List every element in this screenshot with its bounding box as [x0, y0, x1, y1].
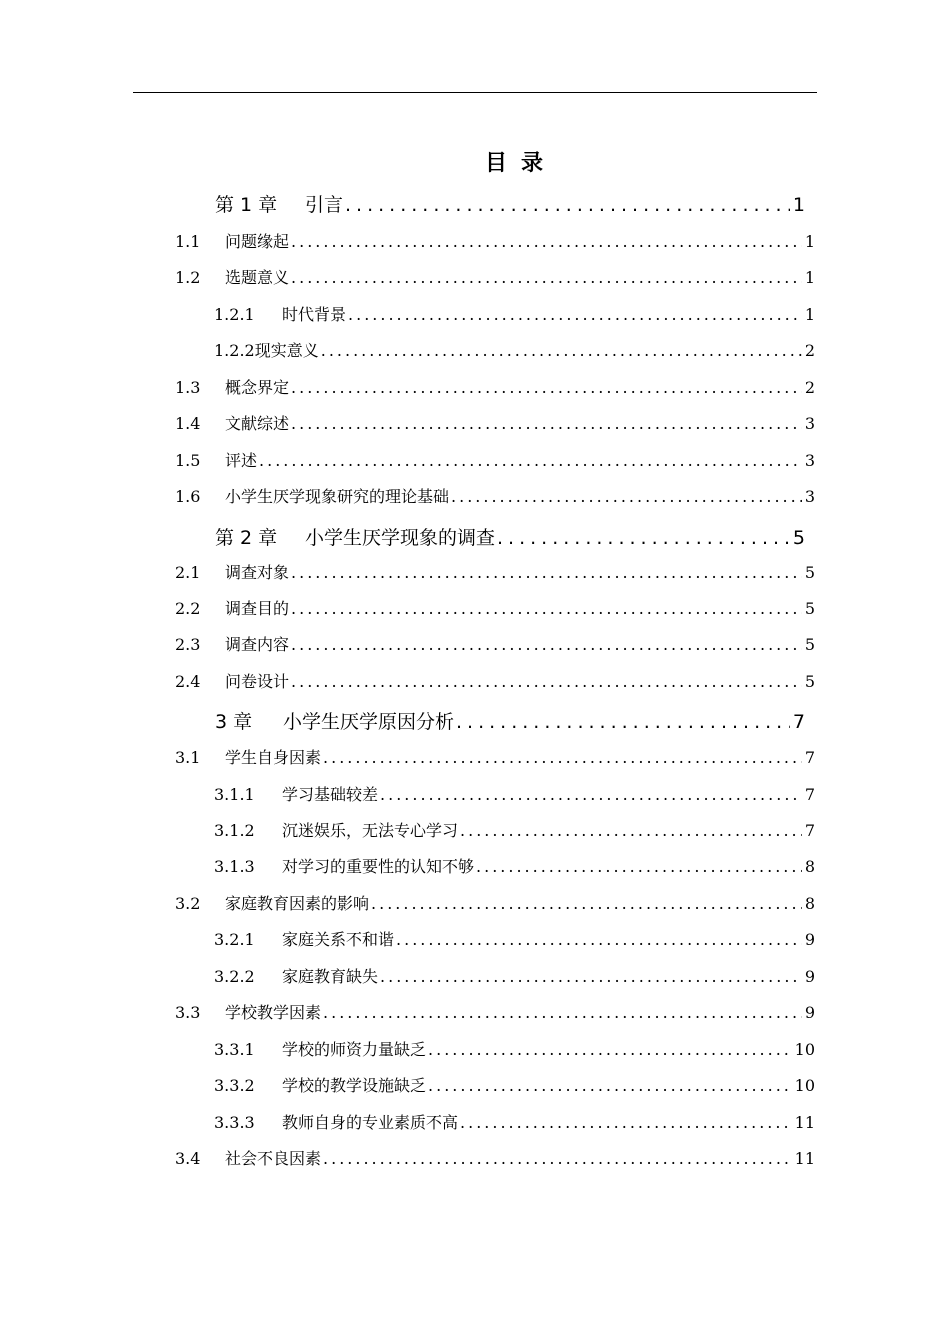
toc-entry-1-2[interactable] — [175, 265, 815, 288]
toc-entry-title: 概念界定 — [225, 378, 290, 397]
toc-entry-title: 调查对象 — [225, 563, 290, 582]
toc-leader-dots — [291, 268, 802, 287]
toc-entry-number: 1.3 — [175, 378, 201, 397]
toc-entry-number: 3.4 — [175, 1149, 201, 1168]
toc-entry-page: 7 — [792, 711, 805, 733]
toc-entry-title: 小学生厌学原因分析 — [283, 711, 455, 733]
toc-entry-number: 3.1.1 — [214, 785, 255, 804]
toc-entry-number: 第 2 章 — [215, 527, 278, 549]
toc-entry-page: 8 — [804, 857, 815, 876]
toc-leader-dots — [291, 563, 802, 582]
toc-entry-title: 问题缘起 — [225, 232, 290, 251]
toc-leader-dots — [428, 1076, 792, 1095]
toc-entry-number: 2.3 — [175, 635, 201, 654]
toc-entry-page: 9 — [804, 967, 815, 986]
toc-entry-3-1-3[interactable] — [214, 854, 815, 877]
toc-leader-dots — [497, 527, 790, 549]
toc-entry-title: 问卷设计 — [225, 672, 290, 691]
toc-entry-page: 1 — [804, 232, 815, 251]
toc-entry-number: 1.2.1 — [214, 305, 255, 324]
toc-entry-page: 2 — [804, 378, 815, 397]
toc-entry-number: 1.1 — [175, 232, 201, 251]
toc-entry-page: 1 — [804, 268, 815, 287]
toc-entry-3-2[interactable] — [175, 891, 815, 914]
toc-entry-title: 学校教学因素 — [225, 1003, 322, 1022]
toc-entry-page: 5 — [804, 672, 815, 691]
toc-entry-chapter-1[interactable] — [215, 190, 805, 217]
toc-entry-page: 5 — [804, 635, 815, 654]
toc-entry-title: 社会不良因素 — [225, 1149, 322, 1168]
toc-leader-dots — [259, 451, 802, 470]
toc-entry-title: 家庭关系不和谐 — [282, 930, 395, 949]
toc-entry-number: 1.4 — [175, 414, 201, 433]
toc-entry-number: 1.2.2 — [214, 341, 255, 360]
toc-entry-number: 3.1.3 — [214, 857, 255, 876]
toc-entry-page: 11 — [794, 1149, 815, 1168]
toc-leader-dots — [321, 341, 802, 360]
toc-entry-number: 第 1 章 — [215, 194, 278, 216]
toc-entry-1-2-1[interactable] — [214, 302, 815, 325]
toc-entry-page: 5 — [792, 527, 805, 549]
toc-entry-1-4[interactable] — [175, 411, 815, 434]
toc-entry-3-1-1[interactable] — [214, 782, 815, 805]
toc-entry-page: 2 — [804, 341, 815, 360]
toc-entry-title: 沉迷娱乐，无法专心学习 — [282, 821, 459, 840]
toc-entry-page: 9 — [804, 930, 815, 949]
toc-leader-dots — [291, 635, 802, 654]
toc-entry-page: 1 — [804, 305, 815, 324]
toc-entry-title: 教师自身的专业素质不高 — [282, 1113, 459, 1132]
toc-leader-dots — [456, 711, 790, 733]
toc-entry-number: 3.1 — [175, 748, 201, 767]
toc-entry-page: 3 — [804, 487, 815, 506]
toc-entry-3-2-2[interactable] — [214, 964, 815, 987]
toc-leader-dots — [291, 378, 802, 397]
toc-entry-number: 3 章 — [215, 711, 253, 733]
toc-leader-dots — [345, 194, 790, 216]
toc-entry-title: 家庭教育缺失 — [282, 967, 379, 986]
toc-entry-title: 调查目的 — [225, 599, 290, 618]
toc-leader-dots — [348, 305, 802, 324]
toc-entry-3-2-1[interactable] — [214, 927, 815, 950]
toc-entry-page: 11 — [794, 1113, 815, 1132]
toc-leader-dots — [451, 487, 802, 506]
toc-leader-dots — [428, 1040, 792, 1059]
toc-entry-page: 7 — [804, 748, 815, 767]
toc-entry-title: 选题意义 — [225, 268, 290, 287]
toc-entry-title: 小学生厌学现象的调查 — [305, 527, 496, 549]
toc-entry-number: 2.1 — [175, 563, 201, 582]
toc-entry-number: 1.5 — [175, 451, 201, 470]
toc-entry-page: 9 — [804, 1003, 815, 1022]
toc-title-left: 目 — [484, 151, 509, 176]
toc-entry-1-6[interactable] — [175, 484, 815, 507]
toc-entry-number: 2.4 — [175, 672, 201, 691]
toc-entry-page: 1 — [792, 194, 805, 216]
toc-leader-dots — [291, 232, 802, 251]
toc-leader-dots — [323, 748, 802, 767]
toc-entry-3-4[interactable] — [175, 1146, 815, 1169]
toc-entry-page: 8 — [804, 894, 815, 913]
toc-entry-title: 学生自身因素 — [225, 748, 322, 767]
toc-entry-number: 3.2.1 — [214, 930, 255, 949]
toc-title-right: 录 — [521, 151, 546, 176]
toc-entry-page: 10 — [794, 1076, 815, 1095]
toc-entry-title: 学校的师资力量缺乏 — [282, 1040, 427, 1059]
toc-entry-3-3-2[interactable] — [214, 1073, 815, 1096]
toc-entry-number: 3.2 — [175, 894, 201, 913]
toc-entry-page: 5 — [804, 563, 815, 582]
toc-entry-title: 调查内容 — [225, 635, 290, 654]
toc-leader-dots — [291, 414, 802, 433]
toc-entry-number: 3.3.3 — [214, 1113, 255, 1132]
toc-entry-number: 3.3.2 — [214, 1076, 255, 1095]
toc-entry-chapter-2[interactable] — [215, 523, 805, 550]
toc-entry-3-1[interactable] — [175, 745, 815, 768]
toc-entry-page: 7 — [804, 785, 815, 804]
toc-entry-number: 2.2 — [175, 599, 201, 618]
toc-entry-page: 3 — [804, 414, 815, 433]
toc-entry-title: 现实意义 — [254, 341, 319, 360]
toc-entry-title: 学校的教学设施缺乏 — [282, 1076, 427, 1095]
toc-entry-2-1[interactable] — [175, 560, 815, 583]
toc-entry-number: 1.2 — [175, 268, 201, 287]
toc-entry-2-2[interactable] — [175, 596, 815, 619]
toc-leader-dots — [380, 967, 802, 986]
toc-entry-3-3[interactable] — [175, 1000, 815, 1023]
toc-leader-dots — [291, 672, 802, 691]
toc-leader-dots — [460, 1113, 792, 1132]
toc-entry-2-4[interactable] — [175, 669, 815, 692]
toc-entry-title: 对学习的重要性的认知不够 — [282, 857, 475, 876]
toc-leader-dots — [323, 1149, 792, 1168]
toc-entry-1-1[interactable] — [175, 229, 815, 252]
toc-entry-1-5[interactable] — [175, 448, 815, 471]
toc-entry-page: 7 — [804, 821, 815, 840]
toc-entry-title: 学习基础较差 — [282, 785, 379, 804]
toc-entry-1-3[interactable] — [175, 375, 815, 398]
toc-leader-dots — [396, 930, 802, 949]
toc-leader-dots — [476, 857, 802, 876]
toc-entry-page: 10 — [794, 1040, 815, 1059]
toc-entry-3-1-2[interactable] — [214, 818, 815, 841]
toc-entry-title: 文献综述 — [225, 414, 290, 433]
toc-entry-title: 小学生厌学现象研究的理论基础 — [225, 487, 450, 506]
toc-leader-dots — [380, 785, 802, 804]
toc-leader-dots — [460, 821, 802, 840]
toc-entry-title: 家庭教育因素的影响 — [225, 894, 370, 913]
toc-leader-dots — [371, 894, 802, 913]
toc-entry-chapter-3[interactable] — [215, 707, 805, 734]
toc-entry-2-3[interactable] — [175, 632, 815, 655]
toc-leader-dots — [323, 1003, 802, 1022]
toc-entry-3-3-1[interactable] — [214, 1037, 815, 1060]
toc-entry-number: 1.6 — [175, 487, 201, 506]
toc-entry-page: 5 — [804, 599, 815, 618]
toc-leader-dots — [291, 599, 802, 618]
toc-entry-1-2-2[interactable] — [214, 338, 815, 361]
toc-entry-title: 引言 — [305, 194, 344, 216]
toc-entry-3-3-3[interactable] — [214, 1110, 815, 1133]
toc-entry-number: 3.1.2 — [214, 821, 255, 840]
toc-entry-number: 3.2.2 — [214, 967, 255, 986]
toc-entry-number: 3.3 — [175, 1003, 201, 1022]
toc-entry-title: 评述 — [225, 451, 258, 470]
toc-entry-title: 时代背景 — [282, 305, 347, 324]
toc-entry-number: 3.3.1 — [214, 1040, 255, 1059]
toc-entry-page: 3 — [804, 451, 815, 470]
